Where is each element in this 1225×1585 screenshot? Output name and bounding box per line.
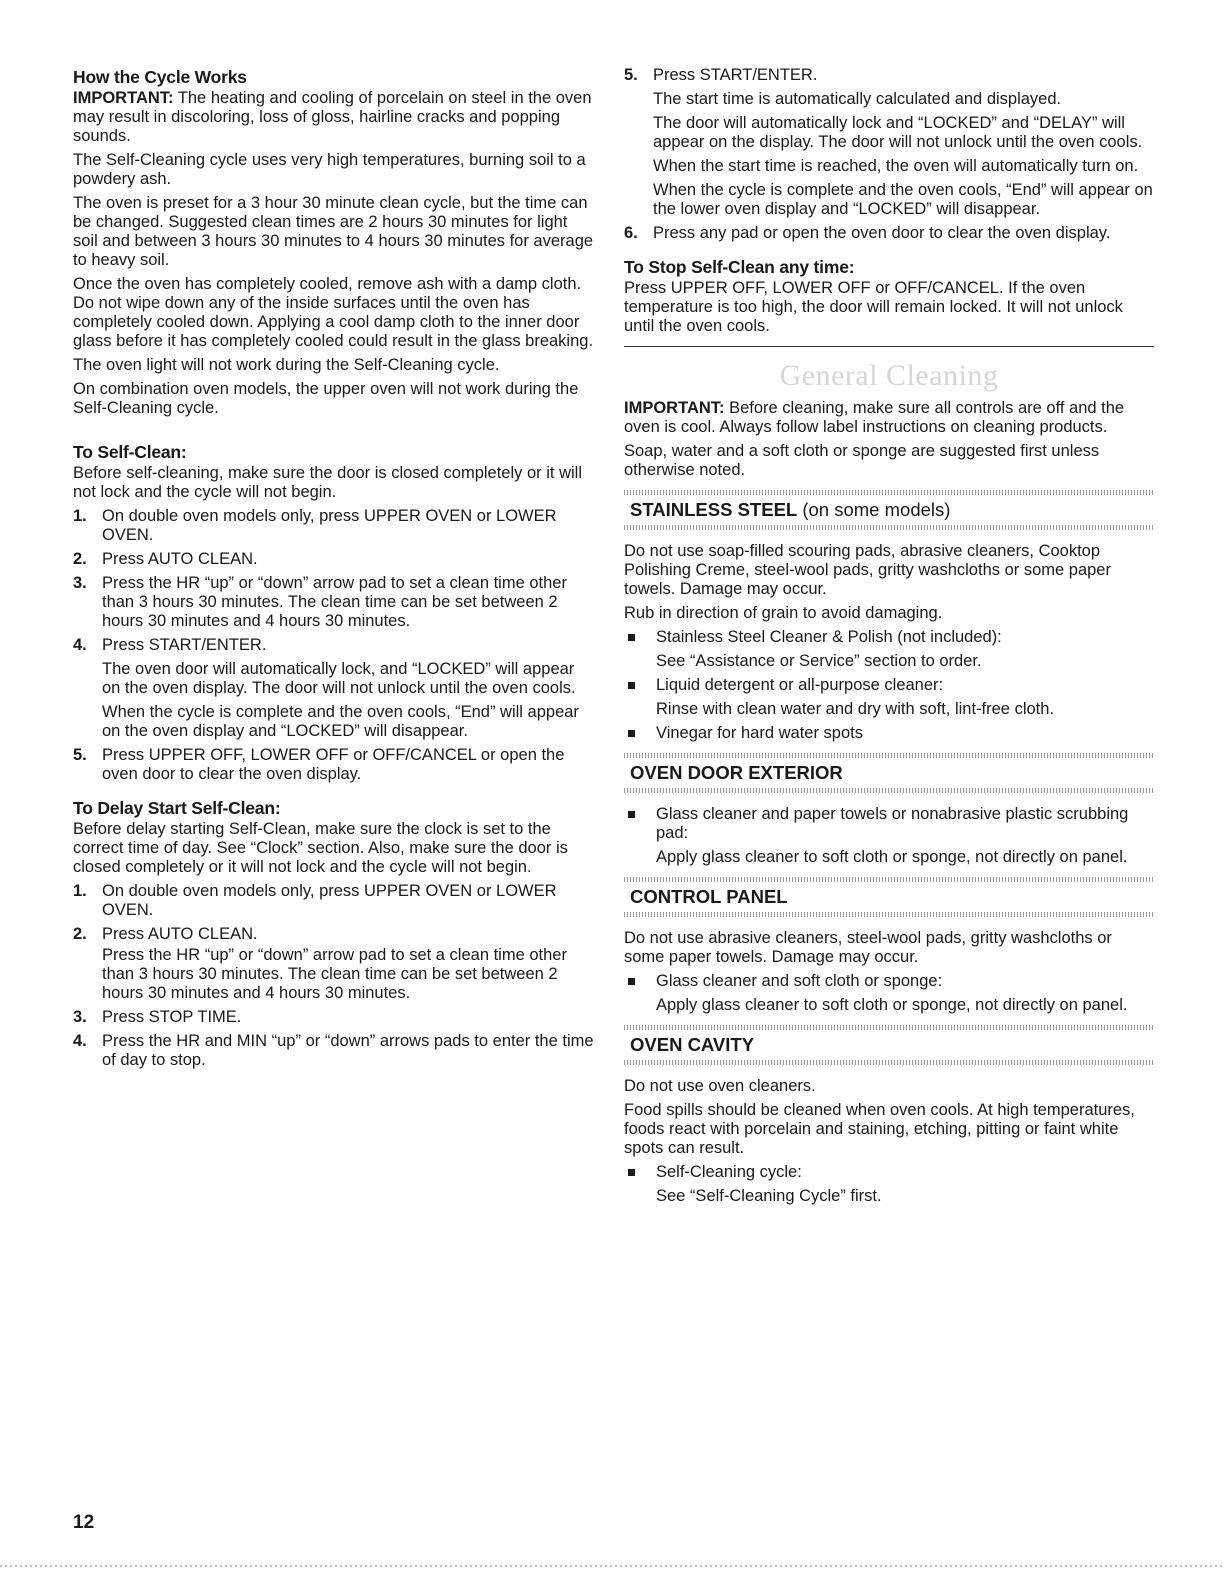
list-item xyxy=(73,507,595,545)
step-detail: When the cycle is complete and the oven cools, “End” will appear on the lower oven display and “LOCKED” will disappear. xyxy=(653,181,1153,218)
bullet-icon xyxy=(624,805,656,843)
step-text: Press START/ENTER. xyxy=(653,66,818,84)
step-number: 2. xyxy=(73,925,87,943)
paragraph: Before delay starting Self-Clean, make sure the clock is set to the correct time of day. See “Clock” section. Also, make sure the door is closed completely or it will not lock and the cycle will not begin. xyxy=(73,820,568,876)
bullet-text: Stainless Steel Cleaner & Polish (not included): xyxy=(656,628,1002,646)
bullet-text: Glass cleaner and soft cloth or sponge: xyxy=(656,972,943,990)
step-text: Press the HR and MIN “up” or “down” arrows pads to enter the time of day to stop. xyxy=(102,1032,594,1069)
paragraph: Soap, water and a soft cloth or sponge are suggested first unless otherwise noted. xyxy=(624,442,1100,479)
bullet-icon xyxy=(624,628,656,647)
bullet-detail: See “Self-Cleaning Cycle” first. xyxy=(656,1187,882,1205)
paragraph: Do not use soap-filled scouring pads, abrasive cleaners, Cooktop Polishing Creme, steel-wool pads, gritty washcloths or some paper towels. Damage may occur. xyxy=(624,542,1111,598)
step-text: Press AUTO CLEAN. xyxy=(102,550,258,568)
paragraph: Once the oven has completely cooled, remove ash with a damp cloth. Do not wipe down any of the inside surfaces until the oven has completely cooled down. Applying a cool damp cloth to the inner door glass before it has completely cooled could result in the glass breaking. xyxy=(73,275,594,350)
list-item xyxy=(73,746,595,784)
page-edge-line xyxy=(0,1565,1225,1567)
bullet-text: Liquid detergent or all-purpose cleaner: xyxy=(656,676,944,694)
general-cleaning-title: General Cleaning xyxy=(779,359,999,392)
step-text: On double oven models only, press UPPER OVEN or LOWER OVEN. xyxy=(102,882,557,919)
bullet-text: Self-Cleaning cycle: xyxy=(656,1163,802,1181)
section-heading: To Self-Clean: xyxy=(73,442,187,462)
stainless-steel-banner xyxy=(624,490,1154,530)
step-text: Press AUTO CLEAN. xyxy=(102,925,258,943)
step-number: 5. xyxy=(73,746,87,764)
step-detail: Press the HR “up” or “down” arrow pad to set a clean time other than 3 hours 30 minutes. The clean time can be set between 2 hours 30 minutes and 4 hours 30 minutes. xyxy=(102,946,567,1002)
bullet-text: Vinegar for hard water spots xyxy=(656,724,863,742)
oven-door-exterior-banner xyxy=(624,753,1154,793)
bullet-item xyxy=(624,724,1154,743)
step-number: 4. xyxy=(73,1032,87,1050)
band-title: CONTROL PANEL xyxy=(630,886,788,907)
step-detail: The door will automatically lock and “LOCKED” and “DELAY” will appear on the display. The door will not unlock until the oven cools. xyxy=(653,114,1143,151)
section-heading: To Delay Start Self-Clean: xyxy=(73,798,281,818)
paragraph: Food spills should be cleaned when oven cools. At high temperatures, foods react with porcelain and staining, etching, pitting or faint white spots can result. xyxy=(624,1101,1135,1157)
step-text: Press the HR “up” or “down” arrow pad to set a clean time other than 3 hours 30 minutes. The clean time can be set between 2 hours 30 minutes and 4 hours 30 minutes. xyxy=(102,574,567,630)
list-item xyxy=(624,224,1154,243)
right-column xyxy=(624,66,1154,1211)
list-item xyxy=(73,882,595,920)
list-item xyxy=(73,1008,595,1027)
paragraph: The oven is preset for a 3 hour 30 minute clean cycle, but the time can be changed. Suggested clean times are 2 hours 30 minutes for light soil and between 3 hours 30 minutes to 4 hours 30 minutes for average to heavy soil. xyxy=(73,194,594,269)
bullet-icon xyxy=(624,972,656,991)
band-title-suffix: (on some models) xyxy=(797,499,951,520)
step-number: 5. xyxy=(624,66,638,84)
step-number: 1. xyxy=(73,882,87,900)
list-item xyxy=(73,925,595,944)
bullet-icon xyxy=(624,676,656,695)
section-heading: How the Cycle Works xyxy=(73,67,247,87)
bullet-detail: Apply glass cleaner to soft cloth or sponge, not directly on panel. xyxy=(656,996,1128,1014)
step-number: 1. xyxy=(73,507,87,525)
paragraph: Press UPPER OFF, LOWER OFF or OFF/CANCEL. If the oven temperature is too high, the door will remain locked. It will not unlock until the oven cools. xyxy=(624,279,1123,335)
bullet-item xyxy=(624,676,1154,695)
bullet-item xyxy=(624,972,1154,991)
important-label: IMPORTANT: xyxy=(73,89,174,107)
paragraph: Do not use abrasive cleaners, steel-wool pads, gritty washcloths or some paper towels. Damage may occur. xyxy=(624,929,1112,966)
step-detail: The start time is automatically calculated and displayed. xyxy=(653,90,1062,108)
list-item xyxy=(73,574,595,631)
list-item xyxy=(73,550,595,569)
step-text: On double oven models only, press UPPER OVEN or LOWER OVEN. xyxy=(102,507,557,544)
bullet-detail: Rinse with clean water and dry with soft, lint-free cloth. xyxy=(656,700,1055,718)
band-title: OVEN CAVITY xyxy=(630,1034,755,1055)
section-heading: To Stop Self-Clean any time: xyxy=(624,257,855,277)
step-detail: When the start time is reached, the oven will automatically turn on. xyxy=(653,157,1139,175)
band-title: OVEN DOOR EXTERIOR xyxy=(630,762,843,783)
step-text: Press UPPER OFF, LOWER OFF or OFF/CANCEL or open the oven door to clear the oven display. xyxy=(102,746,565,783)
paragraph xyxy=(624,399,1154,437)
list-item xyxy=(624,66,1154,85)
important-text: The heating and cooling of porcelain on steel in the oven may result in discoloring, loss of gloss, hairline cracks and popping sounds. xyxy=(73,89,592,145)
band-title xyxy=(630,499,950,520)
section-divider xyxy=(624,346,1154,347)
band-title-main: STAINLESS STEEL xyxy=(630,499,798,520)
step-detail: When the cycle is complete and the oven cools, “End” will appear on the oven display and “LOCKED” will disappear. xyxy=(102,703,579,740)
step-number: 3. xyxy=(73,1008,87,1026)
bullet-icon xyxy=(624,1163,656,1182)
paragraph: Before self-cleaning, make sure the door is closed completely or it will not lock and the cycle will not begin. xyxy=(73,464,582,501)
left-column xyxy=(73,66,595,1075)
step-detail: The oven door will automatically lock, and “LOCKED” will appear on the oven display. The door will not unlock until the oven cools. xyxy=(102,660,576,697)
bullet-text: Glass cleaner and paper towels or nonabrasive plastic scrubbing pad: xyxy=(656,805,1129,842)
important-label: IMPORTANT: xyxy=(624,399,725,417)
paragraph: Do not use oven cleaners. xyxy=(624,1077,816,1095)
step-number: 4. xyxy=(73,636,87,654)
paragraph xyxy=(73,89,595,146)
paragraph: Rub in direction of grain to avoid damaging. xyxy=(624,604,943,622)
control-panel-banner xyxy=(624,877,1154,917)
step-text: Press START/ENTER. xyxy=(102,636,267,654)
step-number: 6. xyxy=(624,224,638,242)
bullet-detail: Apply glass cleaner to soft cloth or sponge, not directly on panel. xyxy=(656,848,1128,866)
paragraph: The oven light will not work during the Self-Cleaning cycle. xyxy=(73,356,500,374)
paragraph: The Self-Cleaning cycle uses very high temperatures, burning soil to a powdery ash. xyxy=(73,151,586,188)
step-text: Press any pad or open the oven door to clear the oven display. xyxy=(653,224,1111,242)
oven-cavity-banner xyxy=(624,1025,1154,1065)
list-item xyxy=(73,636,595,655)
bullet-item xyxy=(624,1163,1154,1182)
bullet-item xyxy=(624,628,1154,647)
important-text: Before cleaning, make sure all controls are off and the oven is cool. Always follow label instructions on cleaning products. xyxy=(624,399,1125,436)
bullet-item xyxy=(624,805,1154,843)
bullet-icon xyxy=(624,724,656,743)
bullet-detail: See “Assistance or Service” section to order. xyxy=(656,652,982,670)
paragraph: On combination oven models, the upper oven will not work during the Self-Cleaning cycle. xyxy=(73,380,579,417)
step-number: 2. xyxy=(73,550,87,568)
list-item xyxy=(73,1032,595,1070)
page-number: 12 xyxy=(73,1512,95,1533)
step-text: Press STOP TIME. xyxy=(102,1008,242,1026)
step-number: 3. xyxy=(73,574,87,592)
